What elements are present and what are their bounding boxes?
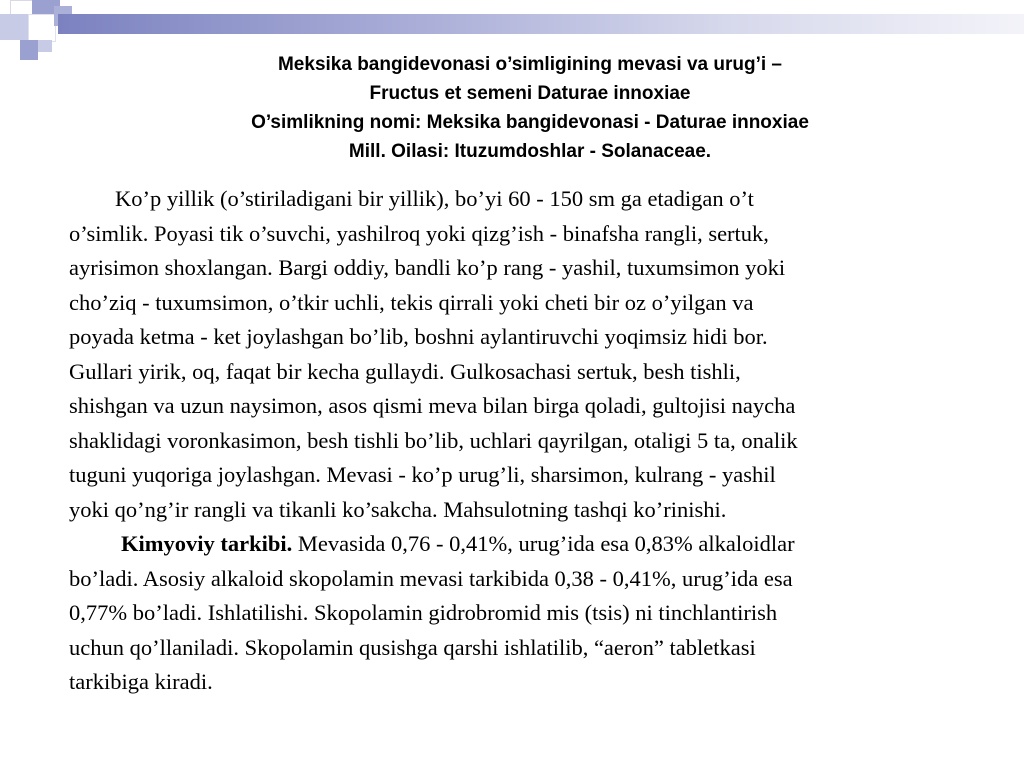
body-line: tuguni yuqoriga joylashgan. Mevasi - ko’p urug’li, sharsimon, kulrang - yashil [69,462,776,487]
body-line: uchun qo’llaniladi. Skopolamin qusishga qarshi ishlatilib, “aeron” tabletkasi [69,634,756,660]
decor-square [0,14,28,40]
title-line: O’simlikning nomi: Meksika bangidevonasi - Daturae innoxiae [251,112,809,133]
title-line: Mill. Oilasi: Ituzumdoshlar - Solanaceae. [348,141,712,162]
body-line: Ko’p yillik (o’stiriladigani bir yillik), bo’yi 60 - 150 sm ga etadigan o’t [115,186,754,211]
body-line: tarkibiga kiradi. [69,669,213,694]
body-line: 0,77% bo’ladi. Ishlatilishi. Skopolamin gidrobromid mis (tsis) ni tinchlantirish [69,600,778,625]
slide-title [100,50,960,166]
title-line: Fructus et semeni Daturae innoxiae [369,83,691,104]
body-line: shaklidagi voronkasimon, besh tishli bo’lib, uchlari qayrilgan, otaligi 5 ta, onalik [69,427,798,453]
decor-square [38,40,52,52]
body-line: ayrisimon shoxlangan. Bargi oddiy, bandli ko’p rang - yashil, tuxumsimon yoki [69,255,786,280]
body-line: shishgan va uzun naysimon, asos qismi meva bilan birga qoladi, gultojisi naycha [69,393,796,418]
decor-square [20,40,38,60]
body-line: o’simlik. Poyasi tik o’suvchi, yashilroq yoki qizg’ish - binafsha rangli, sertuk, [69,220,769,246]
chemistry-line [69,527,999,562]
body-line: bo’ladi. Asosiy alkaloid skopolamin mevasi tarkibida 0,38 - 0,41%, urug’ida esa [69,565,793,591]
chemistry-text: Mevasida 0,76 - 0,41%, urug’ida esa 0,83% alkaloidlar [292,531,795,556]
body-line: yoki qo’ng’ir rangli va tikanli ko’sakcha. Mahsulotning tashqi ko’rinishi. [69,496,727,522]
body-text [69,182,999,700]
title-line: Meksika bangidevonasi o’simligining mevasi va urug’i – [277,54,782,75]
chemistry-heading: Kimyoviy tarkibi. [121,531,293,556]
body-line: cho’ziq - tuxumsimon, o’tkir uchli, tekis qirrali yoki cheti bir oz o’yilgan va [69,289,754,315]
body-line: Gullari yirik, oq, faqat bir kecha gullaydi. Gulkosachasi sertuk, besh tishli, [69,358,741,384]
header-gradient-bar [58,14,1024,34]
body-line: poyada ketma - ket joylashgan bo’lib, boshni aylantiruvchi yoqimsiz hidi bor. [69,324,768,349]
decor-square [28,14,56,42]
